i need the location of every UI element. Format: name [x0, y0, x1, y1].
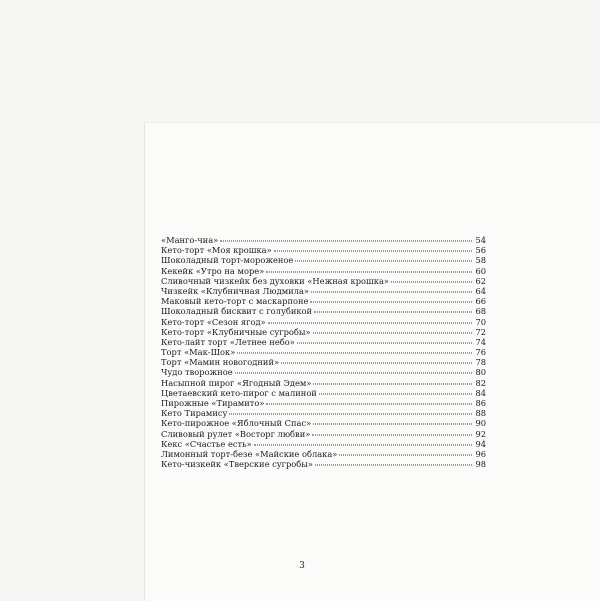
toc-dot-leader — [312, 434, 472, 435]
toc-entry — [161, 266, 486, 276]
toc-entry — [161, 388, 486, 398]
toc-dot-leader — [274, 251, 472, 252]
toc-entry — [161, 418, 486, 428]
toc-entry-page: 76 — [475, 347, 486, 358]
toc-entry-title: Сливочный чизкейк без духовки «Нежная крошка» — [161, 275, 389, 286]
toc-entry-title: Кето-торт «Моя крошка» — [161, 245, 272, 256]
toc-entry — [161, 378, 486, 388]
toc-entry-title: Шоколадный бисквит с голубикой — [161, 306, 313, 317]
toc-entry — [161, 245, 486, 255]
toc-entry-page: 60 — [475, 265, 486, 276]
toc-dot-leader — [220, 241, 472, 242]
toc-entry — [161, 439, 486, 449]
toc-entry-page: 72 — [475, 326, 486, 337]
toc-entry-title: Шоколадный торт-мороженое — [161, 255, 294, 266]
toc-entry-title: Кекс «Счастье есть» — [161, 438, 252, 449]
toc-entry-page: 86 — [475, 398, 486, 408]
toc-entry — [161, 449, 486, 459]
toc-entry-page: 98 — [475, 459, 486, 470]
toc-entry-title: Сливовый рулет «Восторг любви» — [161, 428, 311, 439]
toc-entry — [161, 367, 486, 377]
toc-dot-leader — [313, 424, 472, 425]
toc-entry-page: 82 — [475, 377, 486, 388]
toc-entry-page: 74 — [475, 336, 486, 347]
toc-entry — [161, 327, 486, 337]
toc-entry-title: Лимонный торт-безе «Майские облака» — [161, 448, 338, 459]
toc-entry-title: Торт «Мак-Шок» — [161, 347, 236, 358]
toc-dot-leader — [235, 373, 472, 374]
toc-dot-leader — [315, 465, 472, 466]
toc-entry-title: Кето-торт «Сезон ягод» — [161, 316, 266, 327]
toc-dot-leader — [281, 363, 472, 364]
toc-entry-page: 90 — [475, 418, 486, 429]
toc-dot-leader — [313, 383, 472, 384]
toc-entry — [161, 357, 486, 367]
toc-entry-page: 88 — [475, 408, 486, 419]
toc-entry — [161, 337, 486, 347]
toc-entry-title: Чизкейк «Клубничная Людмила» — [161, 285, 309, 296]
toc-entry — [161, 286, 486, 296]
toc-dot-leader — [266, 271, 472, 272]
toc-entry-page: 68 — [475, 306, 486, 317]
toc-dot-leader — [229, 414, 472, 415]
page-number: 3 — [299, 561, 305, 571]
toc-entry-title: Кето-чизкейк «Тверские сугробы» — [161, 459, 313, 470]
toc-entry — [161, 276, 486, 286]
toc-entry-title: Пирожные «Тирамито» — [161, 398, 265, 408]
toc-entry-page: 96 — [475, 448, 486, 459]
toc-entry-title: Кето-лайт торт «Летнее небо» — [161, 336, 295, 347]
toc-entry-page: 54 — [475, 235, 486, 245]
toc-entry-title: Кето Тирамису — [161, 408, 228, 419]
toc-dot-leader — [297, 342, 472, 343]
toc-entry-title: «Манго-чиа» — [161, 235, 219, 245]
toc-entry — [161, 347, 486, 357]
toc-dot-leader — [319, 393, 472, 394]
toc-entry — [161, 398, 486, 408]
toc-entry-page: 64 — [475, 285, 486, 296]
toc-entry — [161, 235, 486, 245]
toc-entry — [161, 296, 486, 306]
toc-entry-title: Чудо творожное — [161, 367, 233, 378]
toc-entry-page: 62 — [475, 275, 486, 286]
toc-entry — [161, 408, 486, 418]
toc-dot-leader — [237, 353, 472, 354]
toc-entry-page: 78 — [475, 357, 486, 368]
toc-entry-page: 66 — [475, 296, 486, 307]
toc-entry-title: Торт «Мамин новогодний» — [161, 357, 280, 368]
toc-entry-page: 94 — [475, 438, 486, 449]
toc-entry-page: 92 — [475, 428, 486, 439]
toc-entry — [161, 317, 486, 327]
toc-dot-leader — [310, 302, 472, 303]
toc-entry — [161, 255, 486, 265]
toc-entry-page: 80 — [475, 367, 486, 378]
toc-entry-title: Цветаевский кето-пирог с малиной — [161, 387, 317, 398]
toc-entry-page: 58 — [475, 255, 486, 266]
toc-dot-leader — [254, 444, 472, 445]
toc-entry-title: Кекейк «Утро на море» — [161, 265, 265, 276]
toc-dot-leader — [314, 312, 472, 313]
toc-entry-title: Маковый кето-торт с маскарпоне — [161, 296, 309, 307]
toc-dot-leader — [311, 291, 472, 292]
toc-entry-page: 84 — [475, 387, 486, 398]
toc-entry — [161, 306, 486, 316]
toc-entry-page: 70 — [475, 316, 486, 327]
toc-dot-leader — [266, 404, 472, 405]
toc-entry-title: Насыпной пирог «Ягодный Эдем» — [161, 377, 312, 388]
toc-dot-leader — [295, 261, 472, 262]
toc-entry-title: Кето-пирожное «Яблочный Спас» — [161, 418, 312, 429]
toc-entry — [161, 459, 486, 469]
toc-dot-leader — [268, 322, 472, 323]
toc-dot-leader — [313, 332, 472, 333]
toc-dot-leader — [391, 281, 472, 282]
toc-dot-leader — [339, 454, 472, 455]
toc-entry-title: Кето-торт «Клубничные сугробы» — [161, 326, 311, 337]
toc-entry-page: 56 — [475, 245, 486, 256]
toc-entry — [161, 429, 486, 439]
table-of-contents — [161, 235, 486, 469]
